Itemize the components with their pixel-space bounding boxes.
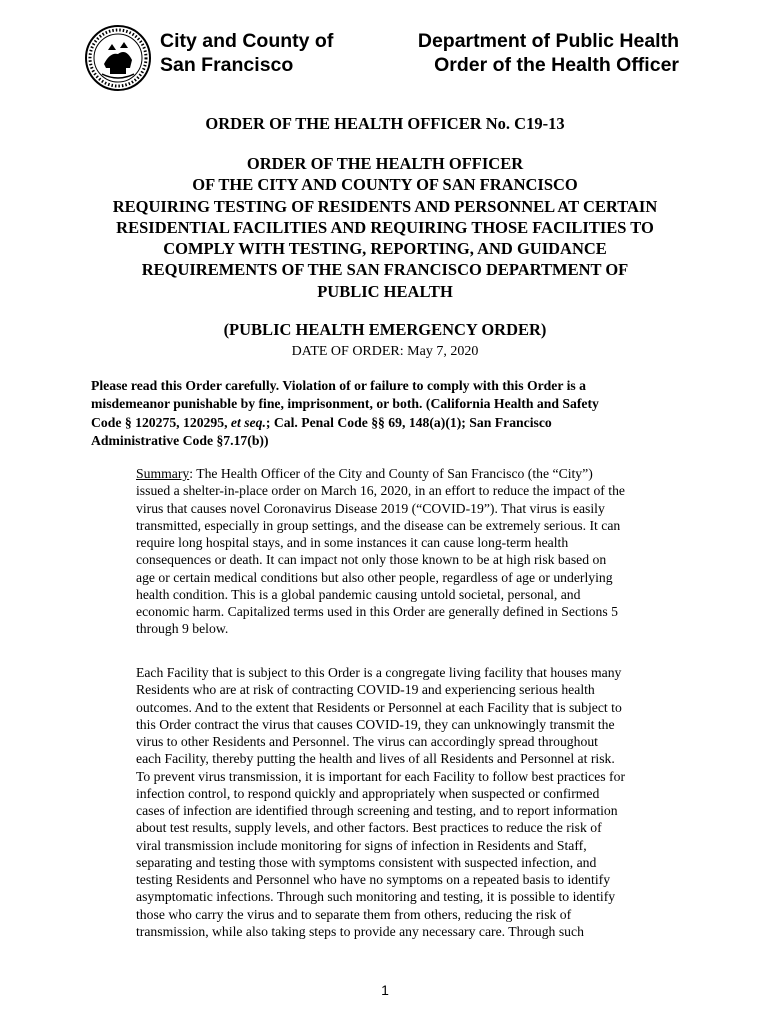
summary-first-line <box>136 465 696 482</box>
paragraph-line: viral transmission include monitoring for signs of infection in Residents and Staff, <box>136 837 587 853</box>
header-sf-line: San Francisco <box>160 54 294 76</box>
warning-notice <box>91 377 691 450</box>
summary-line: economic harm. Capitalized terms used in this Order are generally defined in Sections 5 <box>136 604 618 619</box>
warning-code-text: Code § 120275, 120295, <box>91 414 231 430</box>
summary-line: transmitted, especially in group settings, and the disease can be extremely serious. It can <box>136 517 621 533</box>
title-line: REQUIRING TESTING OF RESIDENTS AND PERSONNEL AT CERTAIN <box>112 196 658 216</box>
summary-label: Summary <box>136 466 190 481</box>
header-order-line: Order of the Health Officer <box>434 54 679 76</box>
paragraph-line: transmission, while also taking steps to provide any necessary care. Through such <box>136 923 584 939</box>
paragraph-line: virus to other Residents and Personnel. The virus can accordingly spread throughout <box>136 734 598 749</box>
paragraph-line: cases of infection are identified through screening and testing, and to report information <box>136 803 618 818</box>
date-of-order: DATE OF ORDER: May 7, 2020 <box>291 344 479 359</box>
title-line: PUBLIC HEALTH <box>317 281 453 301</box>
paragraph-line: each Facility, thereby putting the health and lives of all Residents and Personnel at risk. <box>136 751 615 767</box>
order-title <box>80 153 690 302</box>
paragraph-line: those who carry the virus and to separate them from others, reducing the risk of <box>136 906 572 922</box>
paragraph-line: asymptomatic infections. Through such monitoring and testing, it is possible to identify <box>136 889 616 905</box>
page-number: 1 <box>381 982 389 998</box>
paragraph-line: outcomes. And to the extent that Residents or Personnel at each Facility that is subject to <box>136 699 622 715</box>
title-line: REQUIREMENTS OF THE SAN FRANCISCO DEPARTMENT OF <box>141 260 629 280</box>
title-line: ORDER OF THE HEALTH OFFICER <box>246 154 524 173</box>
paragraph-line: infection control, to respond quickly and appropriately when suspected or confirmed <box>136 785 600 801</box>
paragraph-line: this Order contract the virus that causes COVID-19, they can unknowingly transmit the <box>136 716 615 732</box>
paragraph-line: separating and testing those with symptoms consistent with suspected infection, and <box>136 854 597 870</box>
warning-line: Please read this Order carefully. Violation of or failure to comply with this Order is a <box>91 378 586 393</box>
summary-line: require long hospital stays, and in some instances it can cause long-term health <box>136 535 569 550</box>
warning-line: Administrative Code §7.17(b)) <box>91 432 269 448</box>
warning-line: misdemeanor punishable by fine, imprisonment, or both. (California Health and Safety <box>91 396 599 412</box>
header-right <box>418 29 679 77</box>
summary-line: virus that causes novel Coronavirus Disease 2019 (“COVID-19”). That virus is easily <box>136 500 605 516</box>
summary-paragraph <box>136 465 696 638</box>
summary-line: consequences or death. It can impact not only those known to be at high risk based on <box>136 552 607 568</box>
header-left <box>160 29 333 77</box>
paragraph-line: To prevent virus transmission, it is important for each Facility to follow best practices for <box>136 768 626 784</box>
summary-line: health condition. This is a global pandemic causing untold societal, personal, and <box>136 586 581 602</box>
header-department-line: Department of Public Health <box>417 30 679 52</box>
summary-first-text: : The Health Officer of the City and County of San Francisco (the “City”) <box>189 466 593 481</box>
title-line: COMPLY WITH TESTING, REPORTING, AND GUIDANCE <box>163 239 607 259</box>
emergency-label: (PUBLIC HEALTH EMERGENCY ORDER) <box>223 320 547 339</box>
title-line: RESIDENTIAL FACILITIES AND REQUIRING THOSE FACILITIES TO <box>116 217 654 237</box>
paragraph-line: Residents who are at risk of contracting COVID-19 and experiencing serious health <box>136 682 595 698</box>
order-number: ORDER OF THE HEALTH OFFICER No. C19-13 <box>205 114 565 133</box>
summary-line: through 9 below. <box>136 621 229 637</box>
summary-line: issued a shelter-in-place order on March 16, 2020, in an effort to reduce the impact of the <box>136 483 626 499</box>
warning-code-rest: ; Cal. Penal Code §§ 69, 148(a)(1); San Francisco <box>265 414 552 430</box>
city-seal-icon <box>84 24 152 92</box>
summary-line: age or certain medical conditions but also other people, regardless of age or underlying <box>136 569 613 585</box>
paragraph-line: testing Residents and Personnel who have no symptoms on a repeated basis to identify <box>136 872 611 887</box>
warning-line <box>91 414 691 432</box>
facility-paragraph <box>136 664 696 940</box>
header-city-line: City and County of <box>160 30 334 52</box>
paragraph-line: Each Facility that is subject to this Order is a congregate living facility that houses many <box>136 665 622 680</box>
warning-et-seq: et seq. <box>230 414 266 430</box>
paragraph-line: about test results, supply levels, and other factors. Best practices to reduce the risk of <box>136 820 602 836</box>
title-line: OF THE CITY AND COUNTY OF SAN FRANCISCO <box>192 175 578 195</box>
